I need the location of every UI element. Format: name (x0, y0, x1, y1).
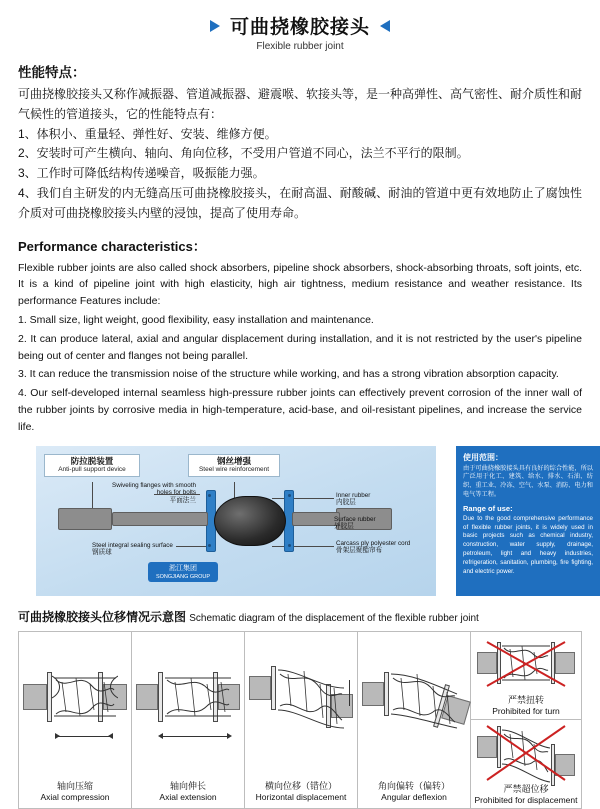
caption-axial-compression: 轴向压缩 Axial compression (40, 780, 110, 802)
use-heading-cn: 使用范围： (463, 452, 503, 462)
range-of-use-panel (456, 446, 600, 596)
triangle-left-icon (380, 20, 390, 32)
displacement-heading (18, 608, 582, 625)
en-paragraph: Flexible rubber joints are also called shock absorbers, pipeline shock absorbers, shock-absorbing throats, soft joints, etc. It is a kind of pipeline joint with high elasticity, high air tightness, medium resistance and weather resistance. Its performance Features include: (18, 261, 582, 308)
displacement-grid (18, 631, 582, 809)
arrow-right-icon (55, 733, 60, 739)
dimension-line (55, 736, 113, 737)
label-steel-wire-reinforcement: 钢丝增强 Steel wire reinforcement (188, 454, 280, 477)
caption-prohibited-turn: 严禁扭转 Prohibited for turn (492, 695, 560, 717)
cn-paragraph: 可曲挠橡胶接头又称作减振器、管道减振器、避震喉、软接头等，是一种高弹性、高气密性、耐介质性和耐气候性的管道接头，它的性能特点有： (18, 87, 583, 121)
cn-paragraph: 2、安装时可产生横向、轴向、角向位移，不受用户管道不同心，法兰不平行的限制。 (18, 146, 469, 161)
displacement-cell-angular (358, 632, 471, 808)
figure-prohibited-turn (471, 632, 581, 721)
caption-angular-deflexion: 角向偏转（偏转） Angular deflexion (377, 780, 450, 802)
caption-axial-extension: 轴向伸长 Axial extension (159, 780, 217, 802)
leader-line (272, 498, 334, 499)
en-paragraph: 4. Our self-developed internal seamless high-pressure rubber joints can effectively prevent corrosion of the inner wall of the rubber joints by corrosive media in high-temperature, acid-base, and oil-resistant pipelines, and increase the service life. (18, 387, 582, 433)
figure-horizontal-displacement (245, 632, 357, 776)
callout-surface-rubber: Surface rubber 外胶层 (334, 515, 376, 531)
page-title: 可曲挠橡胶接头 (229, 17, 370, 38)
figure-angular-deflexion (358, 632, 470, 776)
displacement-heading-en: Schematic diagram of the displacement of the flexible rubber joint (189, 612, 479, 624)
bellow-outline (276, 662, 346, 734)
leader-line (272, 546, 334, 547)
en-section-heading: Performance characteristics： (18, 238, 206, 254)
use-heading-en: Range of use: (463, 503, 513, 513)
bellow-outline (52, 672, 118, 722)
page-title-block (18, 0, 582, 52)
pipe-left (136, 684, 158, 710)
leader-line (92, 482, 93, 508)
cn-paragraph: 1、体积小、重量轻、弹性好、安装、维修方便。 (18, 126, 277, 141)
leader-line (176, 546, 210, 547)
cn-paragraph: 4、我们自主研发的内无缝高压可曲挠橡胶接头，在耐高温、耐酸碱、耐油的管道中更有效地防止了腐蚀性介质对可曲挠橡胶接头内壁的浸蚀，提高了使用寿命。 (18, 185, 582, 220)
arrow-left-icon (158, 733, 163, 739)
displacement-cell-axial-extension (132, 632, 245, 808)
en-paragraph: 2. It can produce lateral, axial and angular displacement during installation, and it is not restricted by the user's pipeline being out of center and flanges not being parallel. (18, 332, 582, 362)
page-subtitle: Flexible rubber joint (256, 41, 344, 52)
use-text-cn: 由于可曲挠橡胶接头具有良好的综合性能，所以广泛用于化工、建筑、给水、排水、石油、纺织、重工业、冷冻、空气、水泵、消防、电力和电气等工程。 (463, 464, 593, 498)
cn-paragraph: 3、工作时可降低结构传递噪音，吸振能力强。 (18, 166, 265, 181)
figure-prohibited-displacement (471, 720, 581, 808)
prohibition-slash-icon (483, 638, 569, 690)
en-paragraph: 3. It can reduce the transmission noise of the structure while working, and has a strong vibration absorption capacity. (18, 368, 559, 381)
dimension-line (162, 736, 230, 737)
pipe-left (58, 508, 112, 530)
callout-carcass-ply: Carcass ply polyester cord 骨架层聚酯帘布 (336, 539, 411, 555)
pipe-left (362, 682, 384, 706)
arrow-left-icon (108, 733, 113, 739)
anti-pull-rod-right (292, 512, 340, 526)
arrow-right-icon (227, 733, 232, 739)
figure-axial-extension (132, 632, 244, 776)
displacement-cell-axial-compression (19, 632, 132, 808)
callout-steel-sealing: Steel integral sealing surface 钢质球 (92, 541, 173, 557)
use-text-en: Due to the good comprehensive performance of flexible rubber joints, it is widely used in basic projects such as chemical industry, construction, water supply, drainage, petroleum, light and heavy industries, refrigeration, sanitation, plumbing, fire fighting, and electric power. (463, 514, 593, 575)
pipe-left (249, 676, 271, 700)
bolt-icon (208, 494, 211, 497)
caption-prohibited-displacement: 严禁超位移 Prohibited for displacement (474, 783, 578, 805)
callout-inner-rubber: Inner rubber 内胶层 (336, 491, 371, 507)
displacement-cell-prohibited (471, 632, 581, 808)
label-anti-pull-device: 防拉脱装置 Anti-pull support device (44, 454, 140, 477)
bellow-outline (389, 666, 459, 736)
title-row (18, 12, 582, 39)
figure-band (18, 446, 593, 596)
triangle-right-icon (210, 20, 220, 32)
bolt-icon (288, 544, 291, 547)
caption-horizontal-displacement: 横向位移（错位） Horizontal displacement (255, 780, 347, 802)
bolt-icon (208, 544, 211, 547)
figure-axial-compression (19, 632, 131, 776)
cutaway-diagram (36, 446, 436, 596)
dimension-line (349, 680, 350, 706)
rubber-bellow (214, 496, 286, 546)
displacement-heading-cn: 可曲挠橡胶接头位移情况示意图 (18, 609, 187, 624)
pipe-left (23, 684, 47, 710)
displacement-cell-horizontal (245, 632, 358, 808)
company-logo: 淞江集团 SONGJIANG GROUP (148, 562, 218, 582)
callout-swiveling-flanges: Swiveling flanges with smooth holes for bolts 平面法兰 (112, 481, 196, 504)
bolt-icon (288, 494, 291, 497)
anti-pull-rod (112, 512, 208, 526)
cn-section-heading: 性能特点： (18, 65, 86, 80)
bellow-outline (163, 672, 233, 722)
prohibition-slash-icon (483, 722, 569, 784)
en-paragraph: 1. Small size, light weight, good flexibility, easy installation and maintenance. (18, 313, 374, 326)
